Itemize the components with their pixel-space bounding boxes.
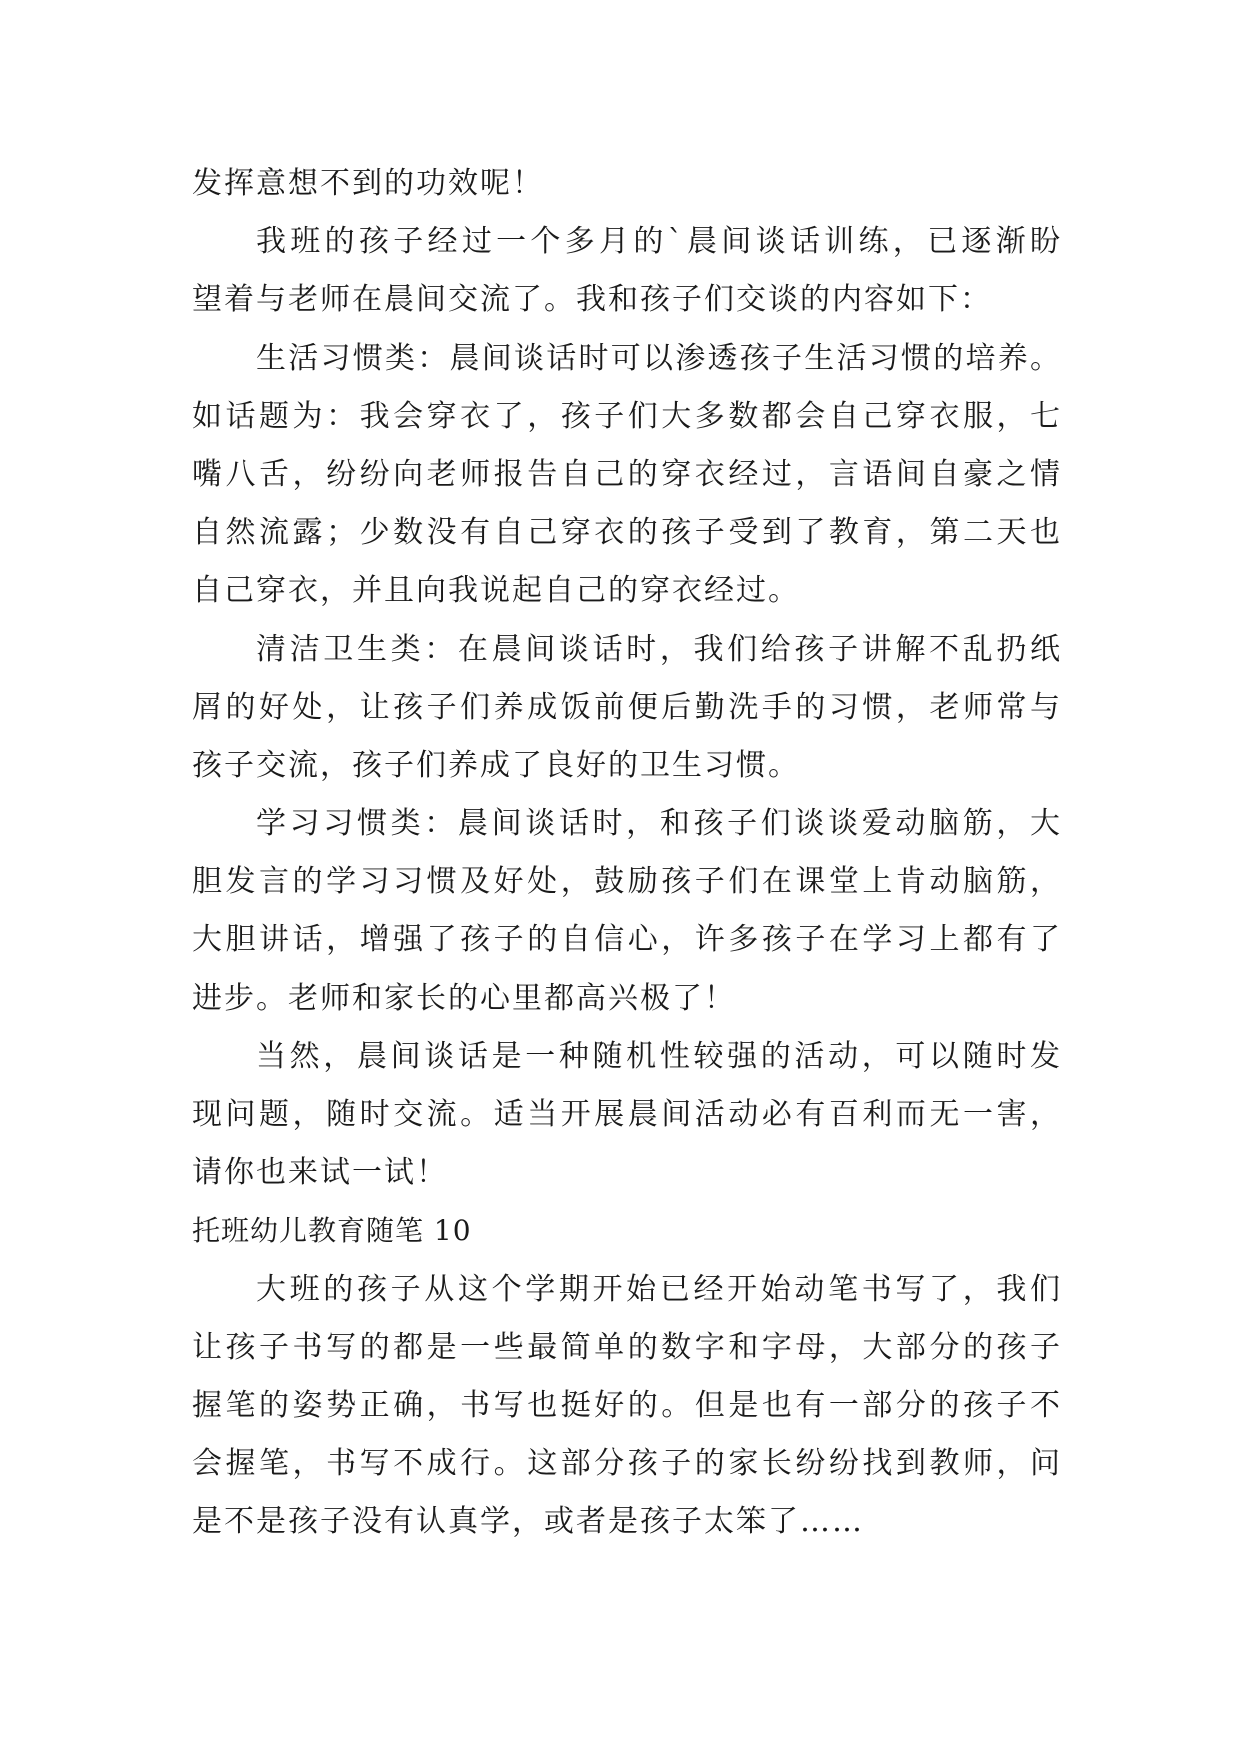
body-text xyxy=(192,155,1062,1552)
paragraph-line: 发挥意想不到的功效呢！ xyxy=(192,166,544,201)
paragraph-line: 清洁卫生类：在晨间谈话时，我们给孩子讲解不乱扔纸 xyxy=(256,631,1062,667)
paragraph-line: 孩子交流，孩子们养成了良好的卫生习惯。 xyxy=(192,747,800,783)
paragraph-line: 握笔的姿势正确，书写也挺好的。但是也有一部分的孩子不 xyxy=(192,1387,1062,1423)
paragraph-line: 当然，晨间谈话是一种随机性较强的活动，可以随时发 xyxy=(256,1038,1062,1074)
section-heading: 托班幼儿教育随笔 10 xyxy=(192,1214,472,1248)
paragraph-line: 现问题，随时交流。适当开展晨间活动必有百利而无一害， xyxy=(192,1097,1062,1132)
paragraph-line: 胆发言的学习习惯及好处，鼓励孩子们在课堂上肯动脑筋， xyxy=(192,864,1062,900)
paragraph-line: 嘴八舌，纷纷向老师报告自己的穿衣经过，言语间自豪之情 xyxy=(192,456,1062,492)
paragraph-line: 望着与老师在晨间交流了。我和孩子们交谈的内容如下： xyxy=(192,282,992,318)
paragraph-line: 如话题为：我会穿衣了，孩子们大多数都会自己穿衣服，七 xyxy=(192,398,1062,434)
paragraph-line: 是不是孩子没有认真学，或者是孩子太笨了…… xyxy=(192,1504,864,1540)
paragraph-line: 生活习惯类：晨间谈话时可以渗透孩子生活习惯的培养。 xyxy=(256,340,1062,376)
paragraph-line: 我班的孩子经过一个多月的`晨间谈话训练，已逐渐盼 xyxy=(256,224,1062,260)
paragraph-line: 屑的好处，让孩子们养成饭前便后勤洗手的习惯，老师常与 xyxy=(192,689,1062,725)
paragraph-line: 大胆讲话，增强了孩子的自信心，许多孩子在学习上都有了 xyxy=(192,922,1062,958)
paragraph-line: 大班的孩子从这个学期开始已经开始动笔书写了，我们 xyxy=(256,1271,1062,1307)
paragraph-line: 自然流露；少数没有自己穿衣的孩子受到了教育，第二天也 xyxy=(192,515,1062,551)
paragraph-line: 学习习惯类：晨间谈话时，和孩子们谈谈爱动脑筋，大 xyxy=(256,806,1062,842)
paragraph-line: 会握笔，书写不成行。这部分孩子的家长纷纷找到教师，问 xyxy=(192,1446,1062,1482)
paragraph-line: 请你也来试一试！ xyxy=(192,1155,448,1191)
paragraph-line: 进步。老师和家长的心里都高兴极了！ xyxy=(192,980,736,1016)
paragraph-line: 自己穿衣，并且向我说起自己的穿衣经过。 xyxy=(192,573,800,609)
paragraph-line: 让孩子书写的都是一些最简单的数字和字母，大部分的孩子 xyxy=(192,1329,1062,1365)
